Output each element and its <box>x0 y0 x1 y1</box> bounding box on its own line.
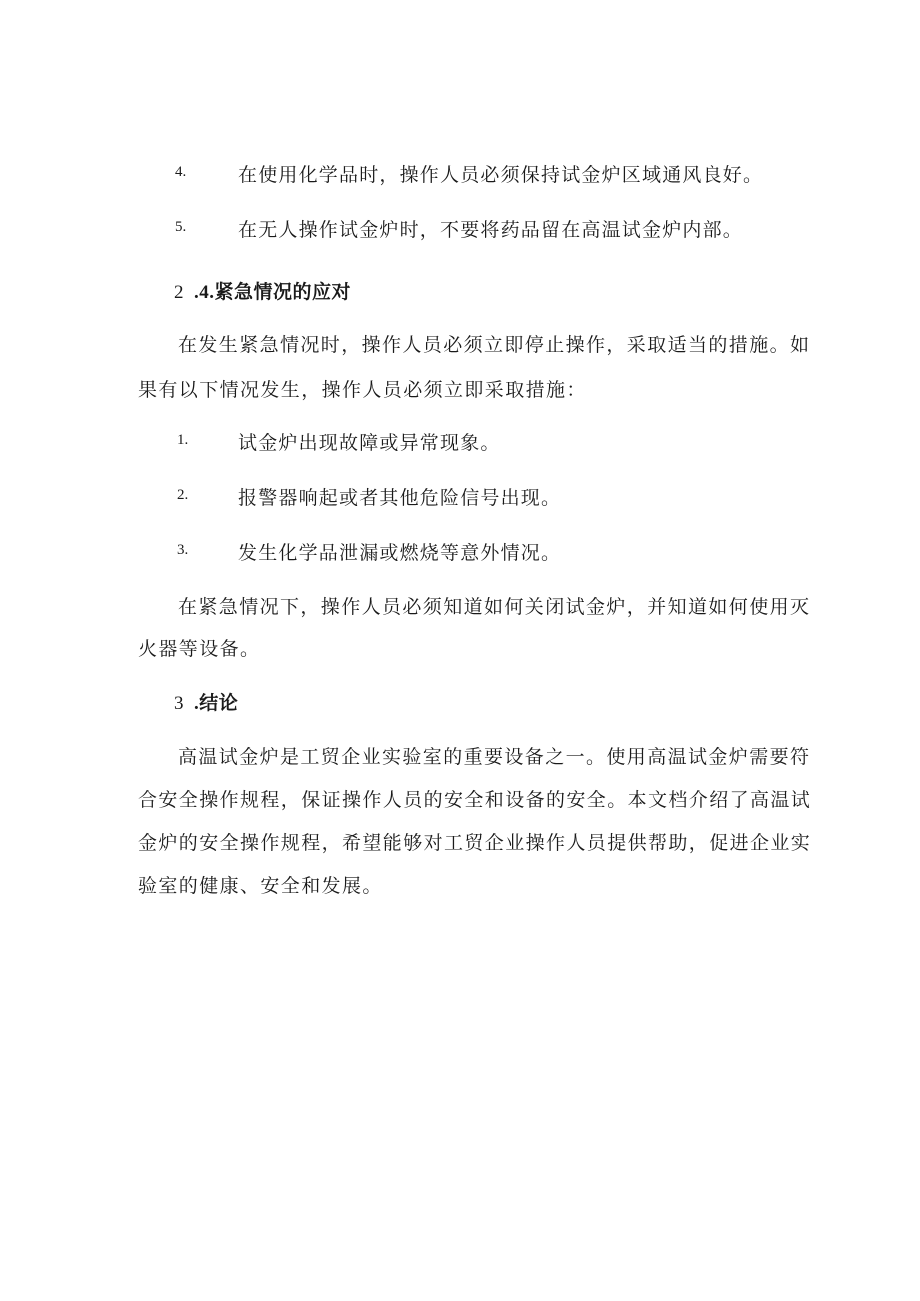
paragraph-line: 在紧急情况下，操作人员必须知道如何关闭试金炉，并知道如何使用灭 <box>178 596 811 618</box>
paragraph-line: 果有以下情况发生，操作人员必须立即采取措施： <box>138 379 587 401</box>
list-item <box>0 538 920 568</box>
section-number-suffix: . <box>194 693 200 714</box>
section-number: 3 <box>174 693 184 714</box>
list-item-text: 在使用化学品时，操作人员必须保持试金炉区域通风良好。 <box>238 164 764 186</box>
list-item-number: 3. <box>177 542 189 558</box>
section-heading-2-4 <box>174 277 351 304</box>
list-item-number: 2. <box>177 487 189 503</box>
list-item <box>0 160 920 190</box>
list-item-text: 报警器响起或者其他危险信号出现。 <box>238 487 562 509</box>
section-number: 2 <box>174 282 184 303</box>
paragraph-line: 在发生紧急情况时，操作人员必须立即停止操作，采取适当的措施。如 <box>178 334 811 356</box>
list-item-text: 在无人操作试金炉时，不要将药品留在高温试金炉内部。 <box>238 219 744 241</box>
section-heading-3 <box>174 688 238 715</box>
section-number-suffix: .4. <box>194 282 215 303</box>
paragraph-line: 验室的健康、安全和发展。 <box>138 875 383 897</box>
paragraph-line: 高温试金炉是工贸企业实验室的重要设备之一。使用高温试金炉需要符 <box>178 746 811 768</box>
list-item-text: 发生化学品泄漏或燃烧等意外情况。 <box>238 542 562 564</box>
list-item-text: 试金炉出现故障或异常现象。 <box>238 432 501 454</box>
paragraph-line: 合安全操作规程，保证操作人员的安全和设备的安全。本文档介绍了高温试 <box>138 789 812 811</box>
list-item <box>0 215 920 245</box>
section-title: 紧急情况的应对 <box>214 281 352 303</box>
paragraph-line: 火器等设备。 <box>138 638 261 660</box>
list-item <box>0 428 920 458</box>
list-item <box>0 483 920 513</box>
list-item-number: 5. <box>175 219 187 235</box>
list-item-number: 4. <box>175 164 187 180</box>
paragraph-line: 金炉的安全操作规程，希望能够对工贸企业操作人员提供帮助，促进企业实 <box>138 832 812 854</box>
list-item-number: 1. <box>177 432 189 448</box>
section-title: 结论 <box>199 692 239 714</box>
